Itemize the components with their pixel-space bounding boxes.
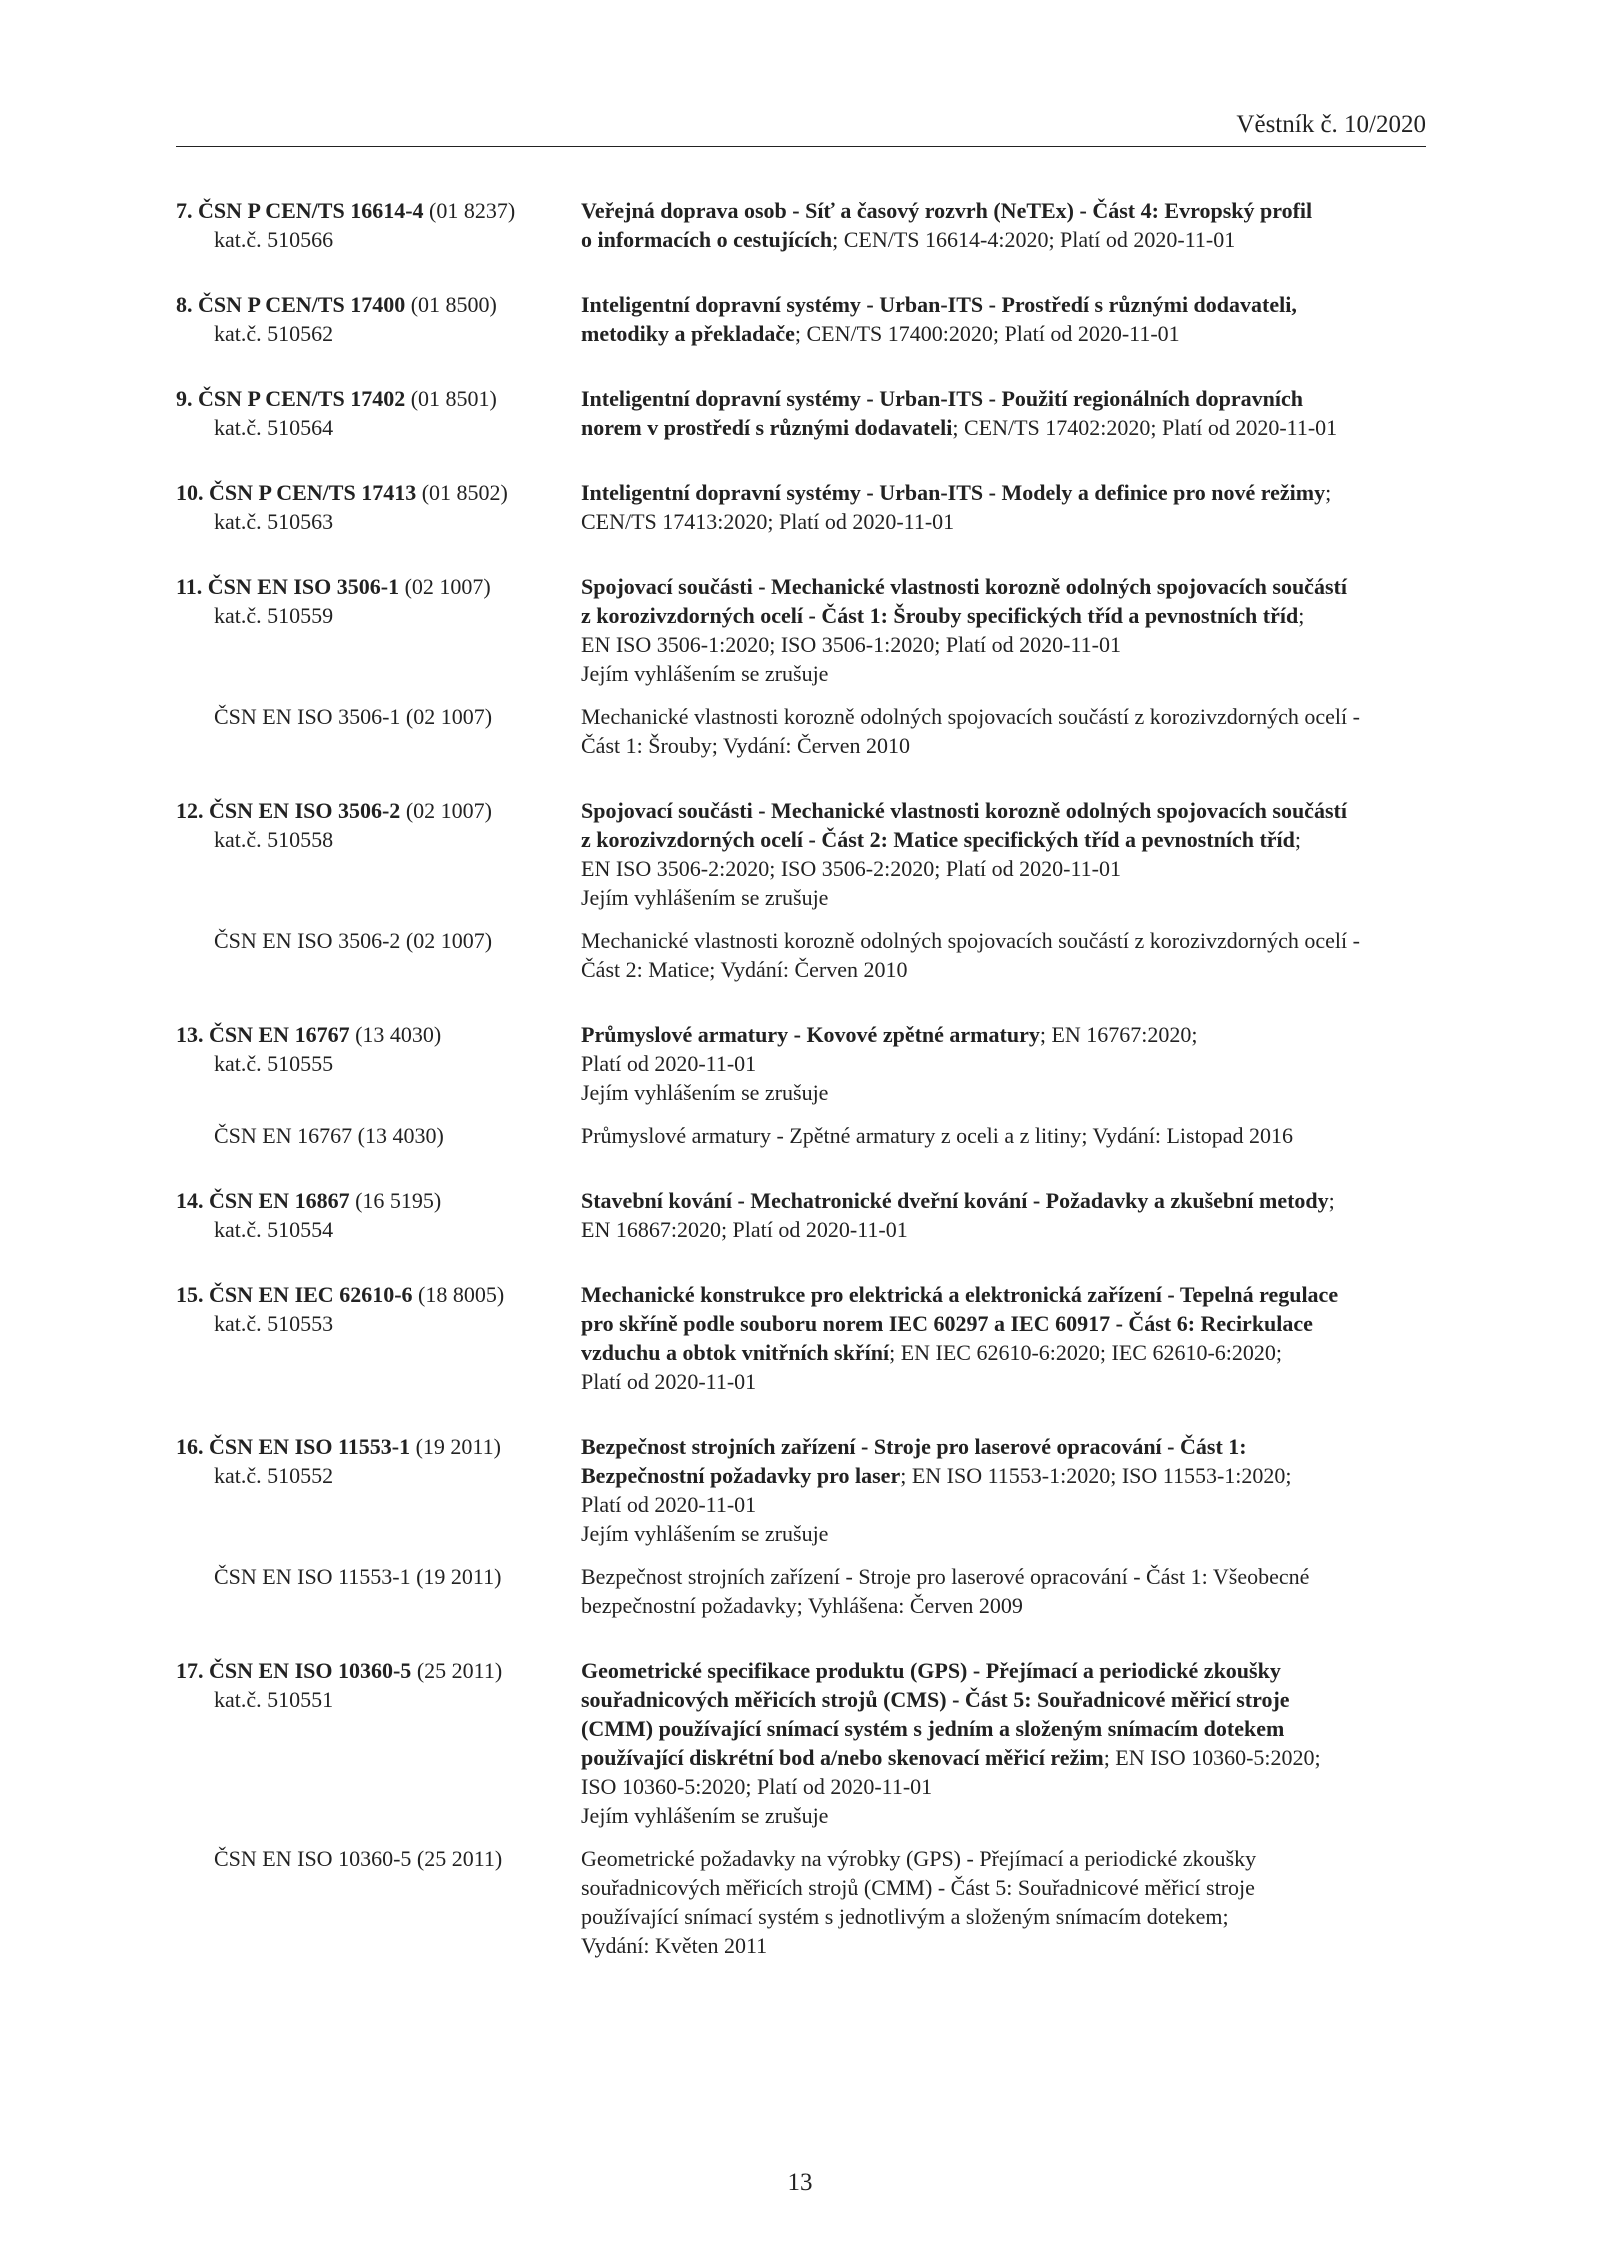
standard-row	[176, 572, 1426, 688]
title-line	[581, 1461, 1426, 1490]
title-line	[581, 1685, 1426, 1714]
classification-code: (01 8502)	[421, 480, 508, 505]
standard-code-line	[176, 1280, 581, 1309]
standard-entry	[176, 384, 1426, 442]
replaced-standard-code: ČSN EN ISO 3506-2 (02 1007)	[214, 928, 493, 953]
standard-title: z korozivzdorných ocelí - Část 2: Matice specifických tříd a pevnostních tříd	[581, 827, 1295, 852]
standard-row	[176, 478, 1426, 536]
standard-title: používající diskrétní bod a/nebo skenovací měřicí režim	[581, 1745, 1104, 1770]
replaced-title-line: Část 2: Matice; Vydání: Červen 2010	[581, 957, 908, 982]
replaced-standard-description	[581, 702, 1426, 760]
standard-reference: ; EN ISO 11553-1:2020; ISO 11553-1:2020;	[900, 1463, 1292, 1488]
catalog-number: kat.č. 510562	[214, 321, 334, 346]
standard-description	[581, 1020, 1426, 1107]
classification-code: (16 5195)	[355, 1188, 442, 1213]
standard-title: Spojovací součásti - Mechanické vlastnosti korozně odolných spojovacích součástí	[581, 574, 1347, 599]
detail-line: Jejím vyhlášením se zrušuje	[581, 661, 829, 686]
detail-line: CEN/TS 17413:2020; Platí od 2020-11-01	[581, 509, 955, 534]
replaced-standard-code: ČSN EN ISO 10360-5 (25 2011)	[214, 1846, 503, 1871]
replaced-title-line: Bezpečnost strojních zařízení - Stroje pro laserové opracování - Část 1: Všeobecné	[581, 1564, 1310, 1589]
standard-code-line	[176, 1432, 581, 1461]
standard-identifier	[176, 1432, 581, 1490]
replaced-standard-row	[176, 926, 1426, 984]
title-line	[581, 1714, 1426, 1743]
standard-code: ČSN P CEN/TS 17413	[209, 480, 417, 505]
standard-reference: ;	[1328, 1188, 1335, 1213]
standard-title: o informacích o cestujících	[581, 227, 833, 252]
standard-title: Stavební kování - Mechatronické dveřní kování - Požadavky a zkušební metody	[581, 1188, 1329, 1213]
standard-row	[176, 290, 1426, 348]
title-line	[581, 1743, 1426, 1772]
standard-entry	[176, 1280, 1426, 1396]
replaced-title-line: Geometrické požadavky na výrobky (GPS) - Přejímací a periodické zkoušky	[581, 1846, 1257, 1871]
standard-title: (CMM) používající snímací systém s jedním a složeným snímacím dotekem	[581, 1716, 1285, 1741]
standard-description	[581, 290, 1426, 348]
catalog-number: kat.č. 510553	[214, 1311, 334, 1336]
standard-code-line	[176, 290, 581, 319]
standard-description	[581, 796, 1426, 912]
standard-description	[581, 572, 1426, 688]
standard-row	[176, 1432, 1426, 1548]
standard-code-line	[176, 478, 581, 507]
standard-entry	[176, 1186, 1426, 1244]
standard-code: ČSN EN 16767	[209, 1022, 350, 1047]
replaced-standard-row	[176, 1562, 1426, 1620]
standard-identifier	[176, 572, 581, 630]
standards-list	[176, 196, 1426, 1996]
standard-code-line	[176, 1020, 581, 1049]
classification-code: (02 1007)	[404, 574, 491, 599]
standard-title: Veřejná doprava osob - Síť a časový rozvrh (NeTEx) - Část 4: Evropský profil	[581, 198, 1313, 223]
title-line	[581, 601, 1426, 630]
catalog-number: kat.č. 510566	[214, 227, 334, 252]
standard-row	[176, 1280, 1426, 1396]
standard-identifier	[176, 1020, 581, 1078]
standard-code: ČSN EN ISO 3506-2	[209, 798, 401, 823]
standard-code: ČSN EN 16867	[209, 1188, 350, 1213]
standard-reference: ;	[1294, 827, 1302, 852]
replaced-title-line: Vydání: Květen 2011	[581, 1933, 768, 1958]
standard-row	[176, 796, 1426, 912]
standard-row	[176, 196, 1426, 254]
detail-line: EN ISO 3506-2:2020; ISO 3506-2:2020; Platí od 2020-11-01	[581, 856, 1121, 881]
title-line	[581, 225, 1426, 254]
standard-entry	[176, 478, 1426, 536]
standard-entry	[176, 290, 1426, 348]
standard-reference: ; CEN/TS 17400:2020; Platí od 2020-11-01	[794, 321, 1180, 346]
entry-number: 7.	[176, 198, 193, 223]
standard-identifier	[176, 796, 581, 854]
entry-number: 16.	[176, 1434, 204, 1459]
entry-number: 15.	[176, 1282, 204, 1307]
detail-line: Platí od 2020-11-01	[581, 1051, 757, 1076]
standard-reference: ; EN IEC 62610-6:2020; IEC 62610-6:2020;	[889, 1340, 1282, 1365]
standard-title: Inteligentní dopravní systémy - Urban-ITS - Prostředí s různými dodavateli,	[581, 292, 1297, 317]
catalog-number: kat.č. 510559	[214, 603, 334, 628]
standard-title: Inteligentní dopravní systémy - Urban-ITS - Použití regionálních dopravních	[581, 386, 1303, 411]
standard-reference: ; CEN/TS 17402:2020; Platí od 2020-11-01	[952, 415, 1338, 440]
standard-entry	[176, 1432, 1426, 1620]
standard-title: Spojovací součásti - Mechanické vlastnosti korozně odolných spojovacích součástí	[581, 798, 1347, 823]
entry-number: 17.	[176, 1658, 204, 1683]
standard-code-line	[176, 196, 581, 225]
replaced-standard-code: ČSN EN ISO 11553-1 (19 2011)	[214, 1564, 502, 1589]
replaced-standard-code: ČSN EN ISO 3506-1 (02 1007)	[214, 704, 493, 729]
standard-identifier	[176, 1656, 581, 1714]
replaced-standard-description	[581, 1121, 1426, 1150]
replaced-standard-row	[176, 1844, 1426, 1960]
title-line	[581, 384, 1426, 413]
classification-code: (02 1007)	[405, 798, 492, 823]
replaced-standard-description	[581, 1844, 1426, 1960]
replaced-standard-identifier	[176, 1844, 581, 1873]
standard-code: ČSN EN IEC 62610-6	[209, 1282, 413, 1307]
entry-number: 9.	[176, 386, 193, 411]
standard-row	[176, 1186, 1426, 1244]
title-line	[581, 1020, 1426, 1049]
standard-code: ČSN P CEN/TS 17402	[198, 386, 406, 411]
classification-code: (01 8500)	[410, 292, 497, 317]
page-header	[176, 108, 1426, 147]
title-line	[581, 196, 1426, 225]
standard-row	[176, 384, 1426, 442]
title-line	[581, 319, 1426, 348]
standard-title: Bezpečnostní požadavky pro laser	[581, 1463, 901, 1488]
standard-row	[176, 1656, 1426, 1830]
entry-number: 10.	[176, 480, 204, 505]
title-line	[581, 1186, 1426, 1215]
title-line	[581, 1309, 1426, 1338]
title-line	[581, 1280, 1426, 1309]
entry-number: 8.	[176, 292, 193, 317]
detail-line: Jejím vyhlášením se zrušuje	[581, 1080, 829, 1105]
title-line	[581, 796, 1426, 825]
catalog-number: kat.č. 510555	[214, 1051, 334, 1076]
title-line	[581, 290, 1426, 319]
standard-title: norem v prostředí s různými dodavateli	[581, 415, 953, 440]
catalog-number: kat.č. 510554	[214, 1217, 334, 1242]
standard-code-line	[176, 796, 581, 825]
catalog-number: kat.č. 510552	[214, 1463, 334, 1488]
replaced-standard-row	[176, 702, 1426, 760]
standard-title: Geometrické specifikace produktu (GPS) - Přejímací a periodické zkoušky	[581, 1658, 1281, 1683]
classification-code: (01 8501)	[410, 386, 497, 411]
standard-description	[581, 384, 1426, 442]
standard-title: souřadnicových měřicích strojů (CMS) - Část 5: Souřadnicové měřicí stroje	[581, 1687, 1290, 1712]
standard-code: ČSN EN ISO 10360-5	[209, 1658, 412, 1683]
standard-entry	[176, 796, 1426, 984]
standard-title: pro skříně podle souboru norem IEC 60297 a IEC 60917 - Část 6: Recirkulace	[581, 1311, 1313, 1336]
detail-line: EN ISO 3506-1:2020; ISO 3506-1:2020; Platí od 2020-11-01	[581, 632, 1121, 657]
replaced-title-line: Část 1: Šrouby; Vydání: Červen 2010	[581, 733, 910, 758]
replaced-standard-identifier	[176, 926, 581, 955]
catalog-number: kat.č. 510551	[214, 1687, 334, 1712]
standard-code-line	[176, 384, 581, 413]
entry-number: 14.	[176, 1188, 204, 1213]
replaced-standard-identifier	[176, 1121, 581, 1150]
replaced-title-line: bezpečnostní požadavky; Vyhlášena: Červen 2009	[581, 1593, 1023, 1618]
standard-entry	[176, 572, 1426, 760]
replaced-title-line: používající snímací systém s jednotlivým a složeným snímacím dotekem;	[581, 1904, 1229, 1929]
title-line	[581, 1338, 1426, 1367]
standard-description	[581, 1656, 1426, 1830]
standard-reference: ;	[1325, 480, 1332, 505]
catalog-number: kat.č. 510563	[214, 509, 334, 534]
standard-entry	[176, 196, 1426, 254]
standard-title: Inteligentní dopravní systémy - Urban-ITS - Modely a definice pro nové režimy	[581, 480, 1326, 505]
replaced-standard-code: ČSN EN 16767 (13 4030)	[214, 1123, 444, 1148]
detail-line: ISO 10360-5:2020; Platí od 2020-11-01	[581, 1774, 933, 1799]
standard-description	[581, 1280, 1426, 1396]
detail-line: Jejím vyhlášením se zrušuje	[581, 885, 829, 910]
classification-code: (13 4030)	[355, 1022, 442, 1047]
standard-title: metodiky a překladače	[581, 321, 795, 346]
catalog-number: kat.č. 510564	[214, 415, 334, 440]
standard-identifier	[176, 1280, 581, 1338]
title-line	[581, 1656, 1426, 1685]
replaced-title-line: souřadnicových měřicích strojů (CMM) - Část 5: Souřadnicové měřicí stroje	[581, 1875, 1255, 1900]
replaced-title-line: Mechanické vlastnosti korozně odolných spojovacích součástí z korozivzdorných ocelí -	[581, 704, 1360, 729]
entry-number: 11.	[176, 574, 203, 599]
replaced-standard-row	[176, 1121, 1426, 1150]
classification-code: (19 2011)	[415, 1434, 501, 1459]
standard-code-line	[176, 1656, 581, 1685]
standard-identifier	[176, 196, 581, 254]
classification-code: (18 8005)	[418, 1282, 505, 1307]
standard-title: Bezpečnost strojních zařízení - Stroje pro laserové opracování - Část 1:	[581, 1434, 1247, 1459]
entry-number: 12.	[176, 798, 204, 823]
standard-row	[176, 1020, 1426, 1107]
replaced-standard-description	[581, 926, 1426, 984]
standard-description	[581, 478, 1426, 536]
standard-title: Mechanické konstrukce pro elektrická a elektronická zařízení - Tepelná regulace	[581, 1282, 1339, 1307]
title-line	[581, 572, 1426, 601]
standard-identifier	[176, 384, 581, 442]
standard-reference: ; EN ISO 10360-5:2020;	[1103, 1745, 1321, 1770]
detail-line: Platí od 2020-11-01	[581, 1492, 757, 1517]
page-number: 13	[787, 2169, 813, 2196]
detail-line: Platí od 2020-11-01	[581, 1369, 757, 1394]
standard-code-line	[176, 1186, 581, 1215]
standard-reference: ; CEN/TS 16614-4:2020; Platí od 2020-11-01	[832, 227, 1236, 252]
classification-code: (01 8237)	[429, 198, 516, 223]
replaced-standard-description	[581, 1562, 1426, 1620]
replaced-title-line: Průmyslové armatury - Zpětné armatury z oceli a z litiny; Vydání: Listopad 2016	[581, 1123, 1293, 1148]
standard-code-line	[176, 572, 581, 601]
detail-line: Jejím vyhlášením se zrušuje	[581, 1803, 829, 1828]
standard-entry	[176, 1020, 1426, 1150]
catalog-number: kat.č. 510558	[214, 827, 334, 852]
standard-entry	[176, 1656, 1426, 1960]
standard-reference: ;	[1298, 603, 1305, 628]
detail-line: EN 16867:2020; Platí od 2020-11-01	[581, 1217, 908, 1242]
replaced-standard-identifier	[176, 1562, 581, 1591]
title-line	[581, 825, 1426, 854]
standard-code: ČSN P CEN/TS 17400	[198, 292, 406, 317]
bulletin-title: Věstník č. 10/2020	[1236, 111, 1426, 138]
classification-code: (25 2011)	[416, 1658, 503, 1683]
title-line	[581, 1432, 1426, 1461]
standard-code: ČSN EN ISO 3506-1	[207, 574, 400, 599]
standard-code: ČSN P CEN/TS 16614-4	[198, 198, 424, 223]
standard-identifier	[176, 1186, 581, 1244]
standard-code: ČSN EN ISO 11553-1	[209, 1434, 411, 1459]
entry-number: 13.	[176, 1022, 204, 1047]
replaced-standard-identifier	[176, 702, 581, 731]
standard-title: Průmyslové armatury - Kovové zpětné armatury	[581, 1022, 1040, 1047]
replaced-title-line: Mechanické vlastnosti korozně odolných spojovacích součástí z korozivzdorných ocelí -	[581, 928, 1360, 953]
title-line	[581, 413, 1426, 442]
standard-reference: ; EN 16767:2020;	[1039, 1022, 1198, 1047]
standard-identifier	[176, 290, 581, 348]
detail-line: Jejím vyhlášením se zrušuje	[581, 1521, 829, 1546]
title-line	[581, 478, 1426, 507]
standard-title: vzduchu a obtok vnitřních skříní	[581, 1340, 890, 1365]
standard-description	[581, 1432, 1426, 1548]
standard-title: z korozivzdorných ocelí - Část 1: Šrouby specifických tříd a pevnostních tříd	[581, 603, 1299, 628]
standard-description	[581, 1186, 1426, 1244]
standard-identifier	[176, 478, 581, 536]
standard-description	[581, 196, 1426, 254]
